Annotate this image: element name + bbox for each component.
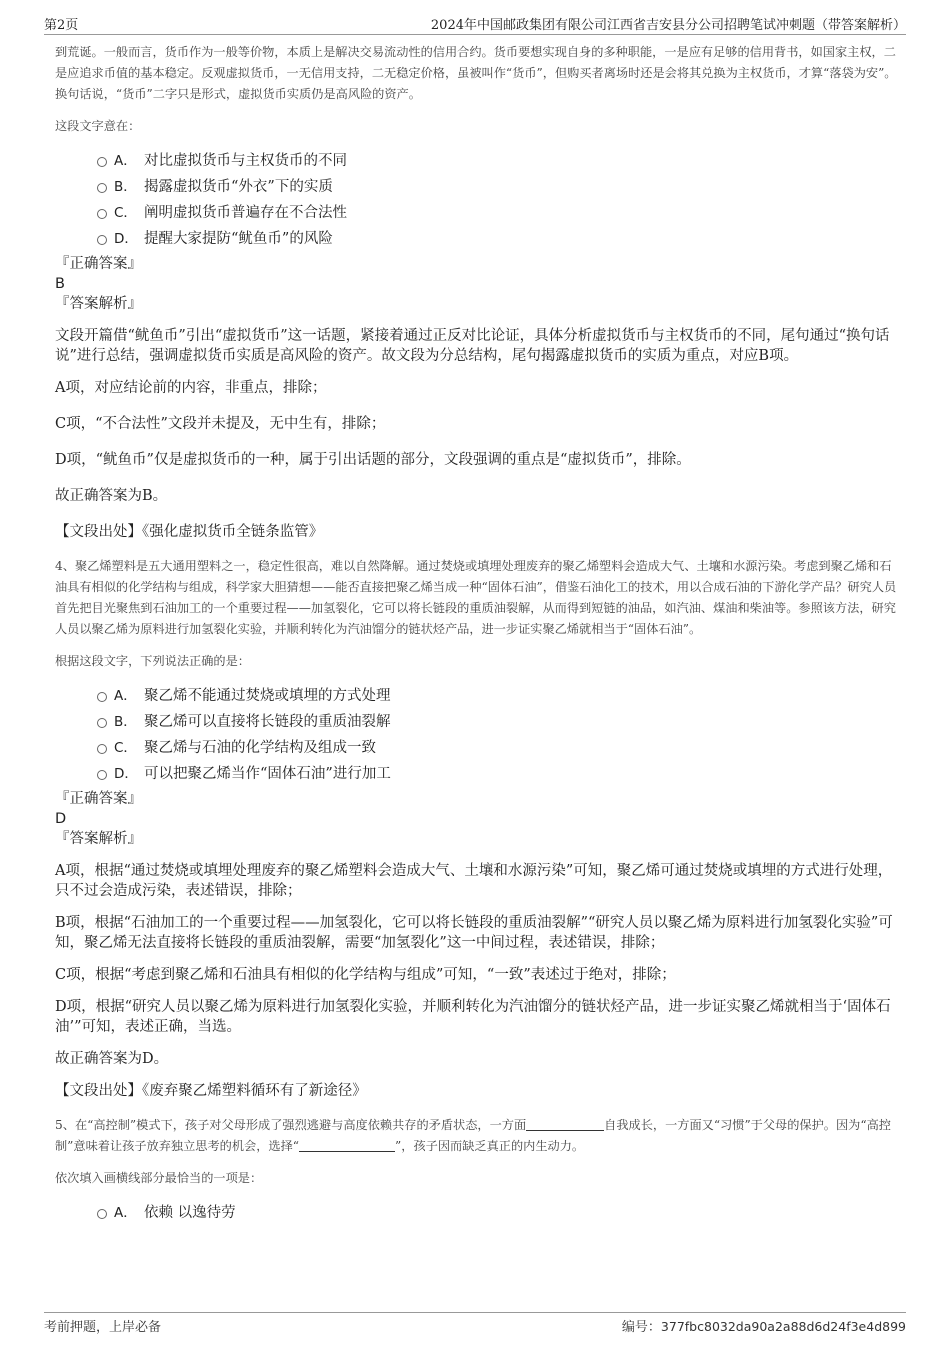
q4-analysis-2: B项，根据“石油加工的一个重要过程——加氢裂化，它可以将长链段的重质油裂解”“研究人员以聚乙烯为原料进行加氢裂化实验”可知，聚乙烯无法直接将长链段的重质油裂解，需要“加氢裂化”这一中间过程，表述错误，排除； [55, 915, 893, 951]
q4-option-d[interactable]: D． 可以把聚乙烯当作“固体石油”进行加工 [55, 761, 900, 787]
q5-option-a[interactable]: A． 依赖 以逸待劳 [55, 1200, 900, 1226]
q4-source: 【文段出处】《废弃聚乙烯塑料循环有了新途径》 [55, 1083, 367, 1099]
q3-analysis-4: D项，“鱿鱼币”仅是虚拟货币的一种，属于引出话题的部分，文段强调的重点是“虚拟货币”，排除。 [55, 452, 691, 468]
radio-icon[interactable] [97, 183, 107, 193]
q3-option-b[interactable]: B． 揭露虚拟货币“外衣”下的实质 [55, 174, 900, 200]
radio-icon[interactable] [97, 718, 107, 728]
q4-stem: 4、聚乙烯塑料是五大通用塑料之一，稳定性很高，难以自然降解。通过焚烧或填埋处理废弃的聚乙烯塑料会造成大气、土壤和水源污染。考虑到聚乙烯和石油具有相似的化学结构与组成，科学家大胆猜想——能否直接把聚乙烯当成一种“固体石油”，借鉴石油化工的技术，用以合成石油的下游化学产品？研究人员首先把目光聚焦到石油加工的一个重要过程——加氢裂化，它可以将长链段的重质油裂解，从而得到短链的油品，如汽油、煤油和柴油等。参照该方法，研究人员以聚乙烯为原料进行加氢裂化实验，并顺利转化为汽油馏分的链状烃产品，进一步证实聚乙烯就相当于“固体石油”。 [55, 559, 897, 636]
q5-stem: 5、在“高控制”模式下，孩子对父母形成了强烈逃避与高度依赖共存的矛盾状态，一方面 自我成长，一方面又“习惯”于父母的保护。因为“高控制”意味着让孩子放弃独立思考的机会，选择“ ”，孩子因而缺乏真正的内生动力。 [55, 1118, 891, 1153]
q4-prompt: 根据这段文字，下列说法正确的是： [55, 654, 250, 668]
q4-answer: D [55, 811, 67, 827]
q3-prompt: 这段文字意在： [55, 119, 141, 133]
q3-answer-label: 『正确答案』 [55, 256, 142, 272]
q4-option-b[interactable]: B． 聚乙烯可以直接将长链段的重质油裂解 [55, 709, 900, 735]
q3-option-c[interactable]: C． 阐明虚拟货币普遍存在不合法性 [55, 200, 900, 226]
q4-analysis-4: D项，根据“研究人员以聚乙烯为原料进行加氢裂化实验，并顺利转化为汽油馏分的链状烃产品，进一步证实聚乙烯就相当于‘固体石油’”可知，表述正确，当选。 [55, 999, 891, 1035]
q4-analysis-5: 故正确答案为D。 [55, 1051, 169, 1067]
q3-source: 【文段出处】《强化虚拟货币全链条监管》 [55, 524, 324, 540]
q3-analysis-2: A项，对应结论前的内容，非重点，排除； [55, 380, 327, 396]
radio-icon[interactable] [97, 692, 107, 702]
q4-analysis-label: 『答案解析』 [55, 831, 142, 847]
q3-analysis-5: 故正确答案为B。 [55, 488, 168, 504]
page-header [44, 12, 906, 35]
document-code: 编号：377fbc8032da90a2a88d6d24f3e4d899 [621, 1319, 906, 1335]
q5-options [55, 1200, 900, 1226]
q4-analysis-3: C项，根据“考虑到聚乙烯和石油具有相似的化学结构与组成”可知，“一致”表述过于绝对，排除； [55, 967, 676, 983]
q3-options [55, 148, 900, 252]
page-number: 第2页 [44, 18, 79, 33]
q3-option-d[interactable]: D． 提醒大家提防“鱿鱼币”的风险 [55, 226, 900, 252]
q3-analysis-3: C项，“不合法性”文段并未提及，无中生有，排除； [55, 416, 386, 432]
q3-analysis-label: 『答案解析』 [55, 296, 142, 312]
radio-icon[interactable] [97, 770, 107, 780]
q3-passage: 到荒诞。一般而言，货币作为一般等价物，本质上是解决交易流动性的信用合约。货币要想实现自身的多种职能，一是应有足够的信用背书，如国家主权，二是应追求币值的基本稳定。反观虚拟货币，一无信用支持，二无稳定价格，虽被叫作“货币”，但购买者离场时还是会将其兑换为主权货币，才算“落袋为安”。换句话说，“货币”二字只是形式，虚拟货币实质仍是高风险的资产。 [55, 45, 897, 101]
footer-slogan: 考前押题，上岸必备 [44, 1320, 162, 1335]
radio-icon[interactable] [97, 235, 107, 245]
q4-option-c[interactable]: C． 聚乙烯与石油的化学结构及组成一致 [55, 735, 900, 761]
radio-icon[interactable] [97, 209, 107, 219]
q3-option-a[interactable]: A． 对比虚拟货币与主权货币的不同 [55, 148, 900, 174]
fill-blank-1 [526, 1116, 604, 1131]
q3-analysis-1: 文段开篇借“鱿鱼币”引出“虚拟货币”这一话题，紧接着通过正反对比论证，具体分析虚拟货币与主权货币的不同，尾句通过“换句话说”进行总结，强调虚拟货币实质是高风险的资产。故文段为分总结构，尾句揭露虚拟货币的实质为重点，对应B项。 [55, 328, 890, 364]
radio-icon[interactable] [97, 157, 107, 167]
q5-prompt: 依次填入画横线部分最恰当的一项是： [55, 1171, 263, 1185]
page-footer [44, 1312, 906, 1335]
q4-analysis-1: A项，根据“通过焚烧或填埋处理废弃的聚乙烯塑料会造成大气、土壤和水源污染”可知，聚乙烯可通过焚烧或填埋的方式进行处理，只不过会造成污染，表述错误，排除； [55, 863, 893, 899]
q4-option-a[interactable]: A． 聚乙烯不能通过焚烧或填埋的方式处理 [55, 683, 900, 709]
radio-icon[interactable] [97, 744, 107, 754]
fill-blank-2 [299, 1137, 395, 1152]
q4-options [55, 683, 900, 787]
q3-answer: B [55, 276, 65, 292]
document-title: 2024年中国邮政集团有限公司江西省吉安县分公司招聘笔试冲刺题（带答案解析） [430, 18, 906, 33]
radio-icon[interactable] [97, 1209, 107, 1219]
q4-answer-label: 『正确答案』 [55, 791, 142, 807]
document-body [55, 42, 900, 1226]
